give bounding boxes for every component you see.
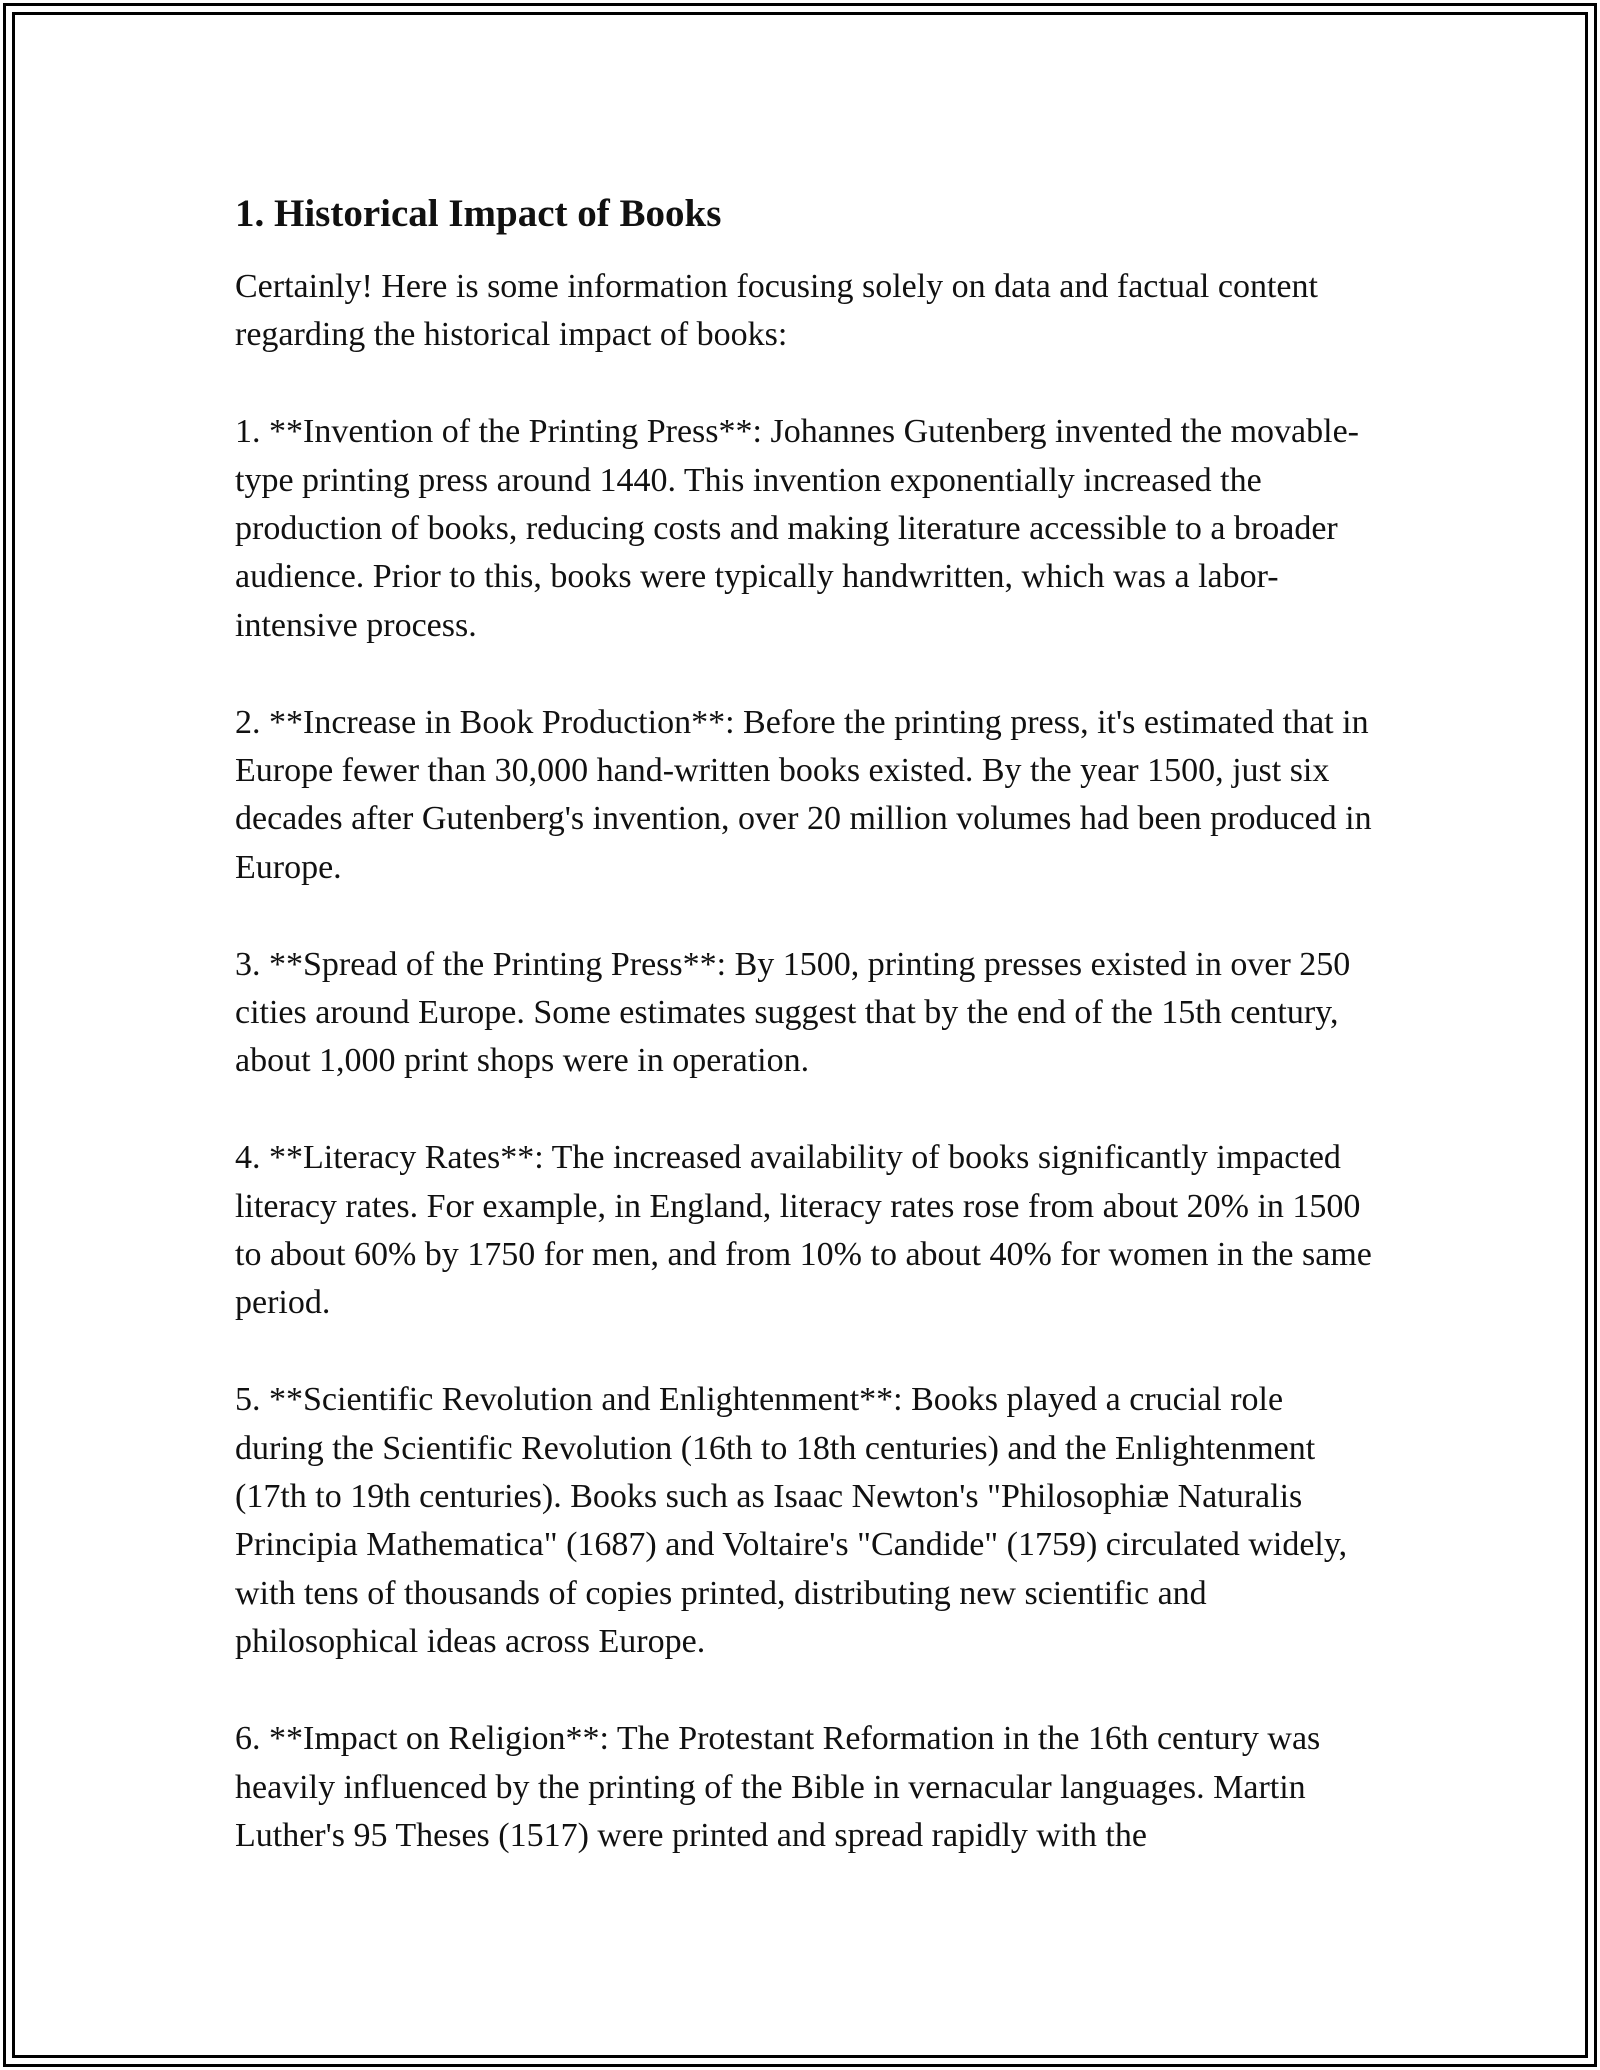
document-body [235,190,1375,1909]
paragraph-religion: 6. **Impact on Religion**: The Protestant Reformation in the 16th century was heavily influenced by the printing of the Bible in vernacular languages. Martin Luther's 95 Theses (1517) were printed and spread rapidly with the [235,1720,1321,1854]
paragraph-book-production: 2. **Increase in Book Production**: Before the printing press, it's estimated that in Europe fewer than 30,000 hand-written books existed. By the year 1500, just six decades after Gutenberg's invention, over 20 million volumes had been produced in Europe. [235,703,1372,886]
document-title: 1. Historical Impact of Books [235,192,722,235]
paragraph-spread-printing: 3. **Spread of the Printing Press**: By 1500, printing presses existed in over 250 cities around Europe. Some estimates suggest that by the end of the 15th century, about 1,000 print shops were in operation. [235,945,1351,1080]
paragraph-scientific-revolution: 5. **Scientific Revolution and Enlightenment**: Books played a crucial role during the Scientific Revolution (16th to 18th centuries) and the Enlightenment (17th to 19th centuries). Books such as Isaac Newton's "Philosophiæ Naturalis Principia Mathematica" (1687) and Voltaire's "Candide" (1759) circulated widely, with tens of thousands of copies printed, distributing new scientific and philosophical ideas across Europe. [235,1381,1348,1661]
paragraph-literacy-rates: 4. **Literacy Rates**: The increased availability of books significantly impacted literacy rates. For example, in England, literacy rates rose from about 20% in 1500 to about 60% by 1750 for men, and from 10% to about 40% for women in the same period. [235,1139,1372,1322]
intro-paragraph: Certainly! Here is some information focusing solely on data and factual content regarding the historical impact of books: [235,268,1318,354]
paragraph-printing-press: 1. **Invention of the Printing Press**: Johannes Gutenberg invented the movable-type printing press around 1440. This invention exponentially increased the production of books, reducing costs and making literature accessible to a broader audience. Prior to this, books were typically handwritten, which was a labor-intensive process. [235,413,1360,644]
